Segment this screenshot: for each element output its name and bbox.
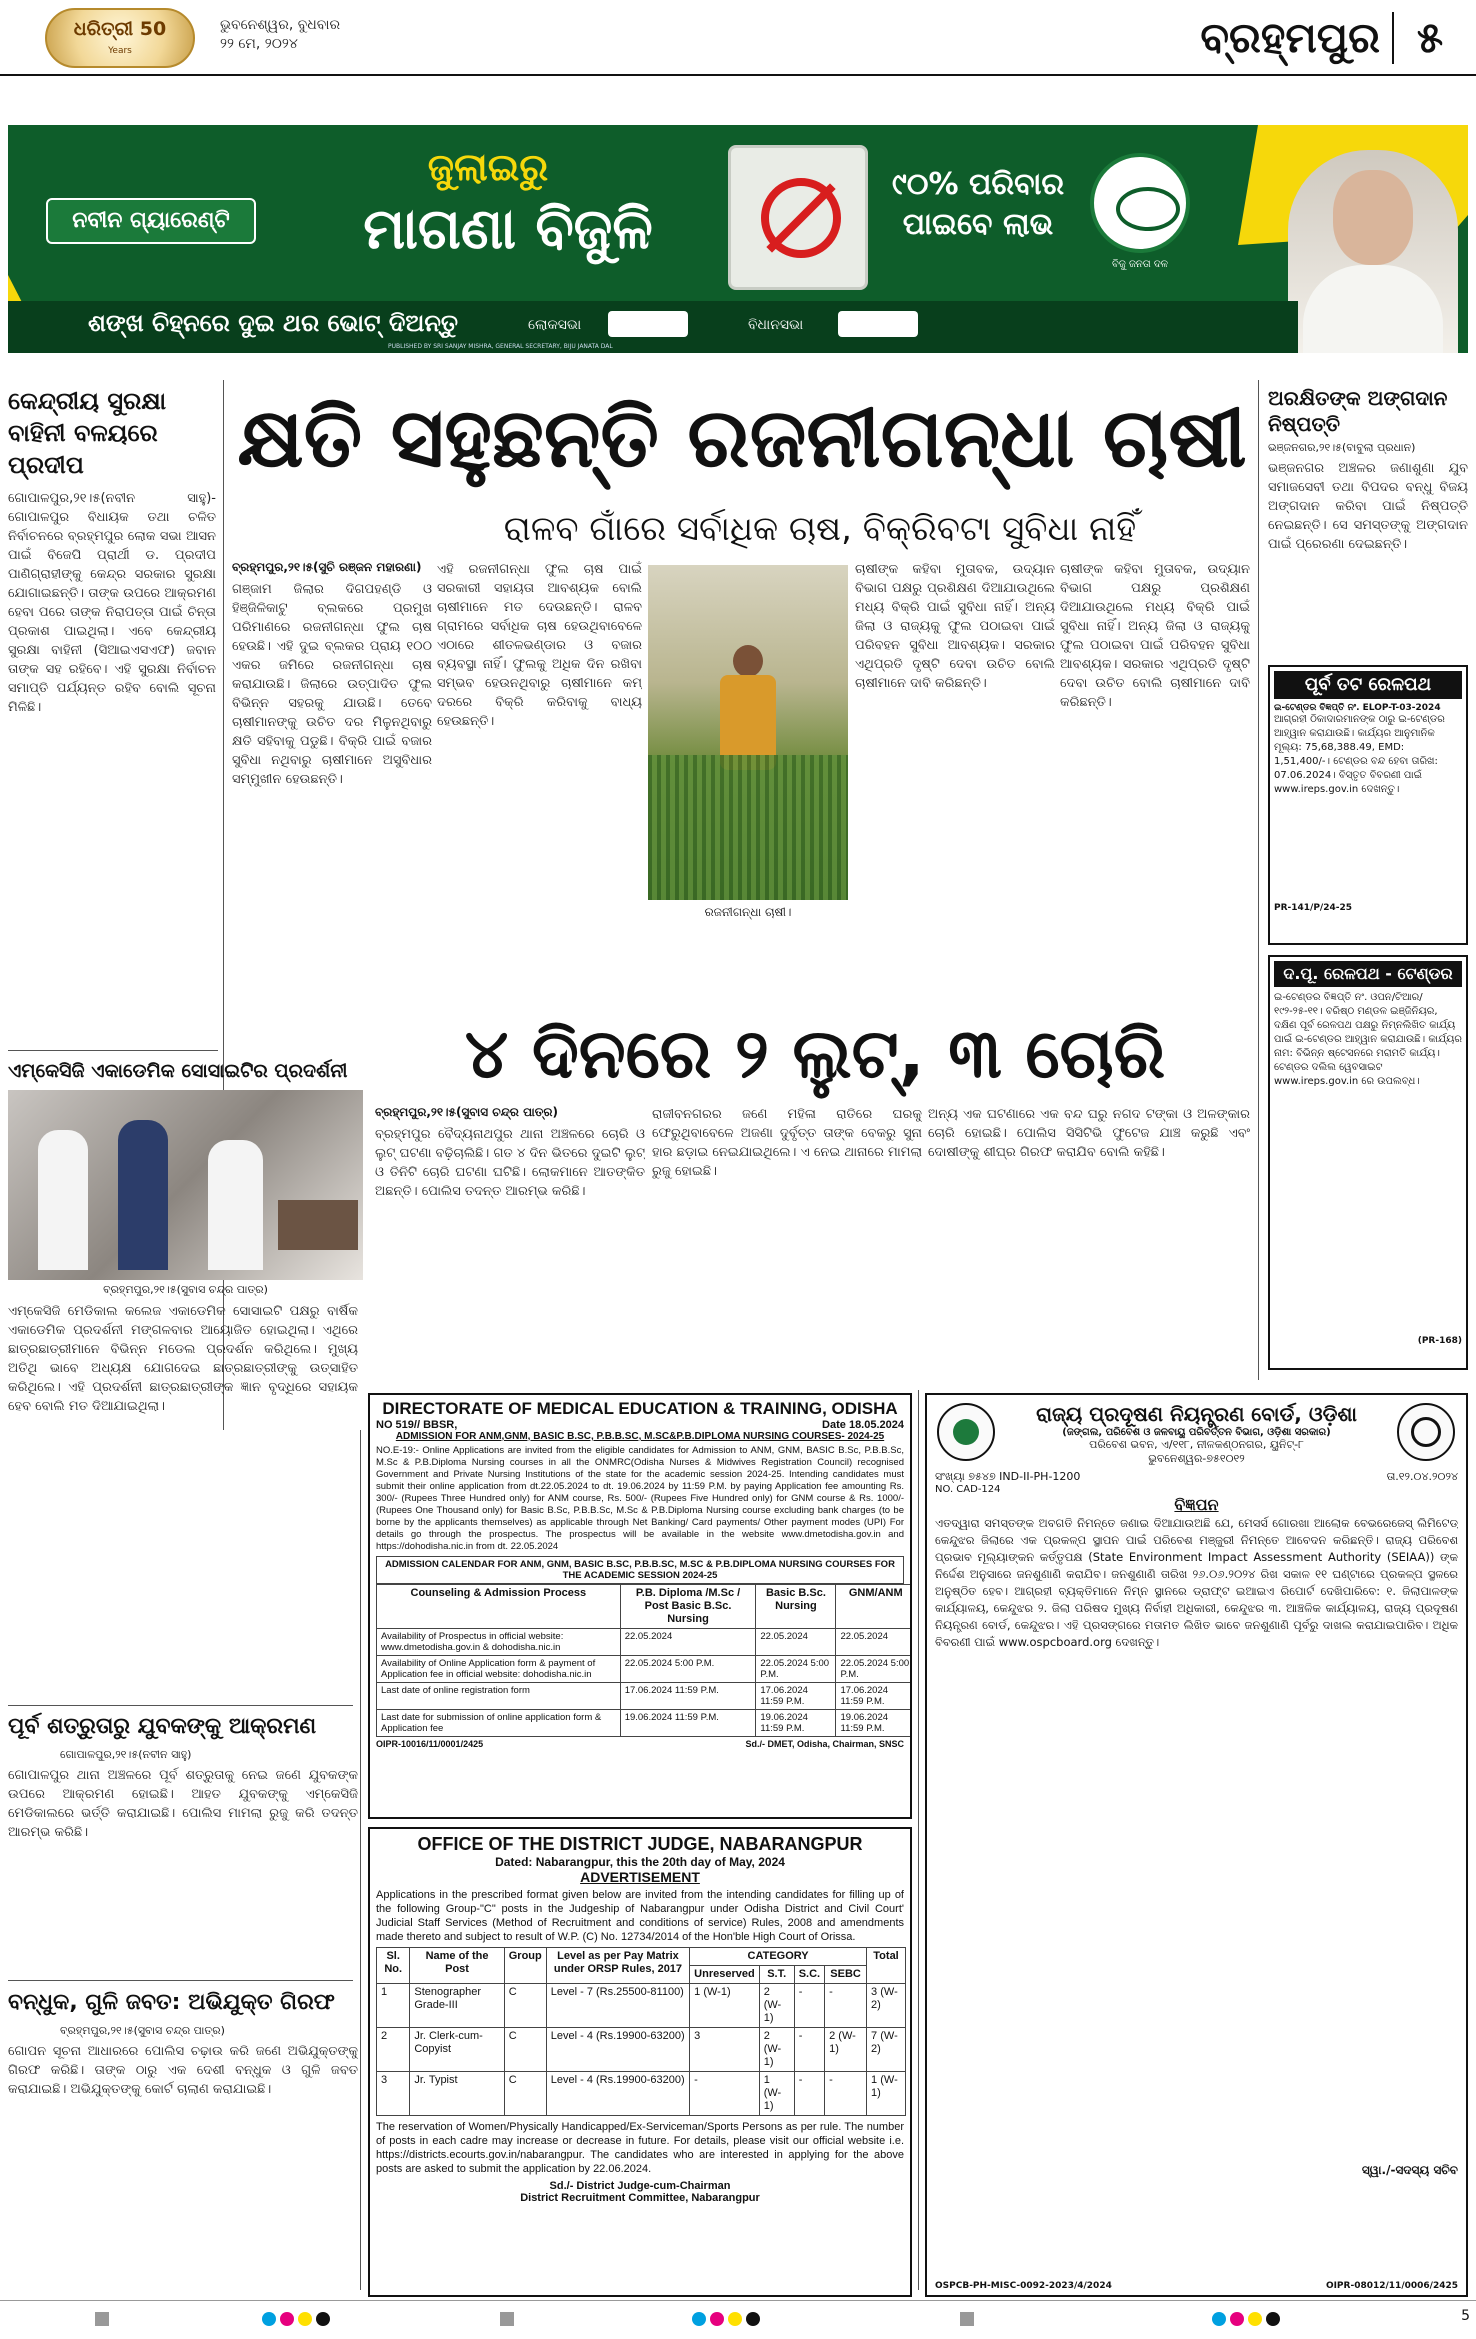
table-cell: Jr. Typist <box>410 2072 504 2116</box>
table-cell: 3 (W-2) <box>867 1984 906 2028</box>
table-cell: 2 <box>377 2028 410 2072</box>
railway-ref: ଇ-ଟେଣ୍ଡର ବିଜ୍ଞପ୍ତି ନଂ. ELOP-T-03-2024 <box>1274 703 1441 713</box>
dme-table-header: Counseling & Admission Process <box>377 1585 621 1629</box>
registration-dot <box>1230 2312 1244 2326</box>
loot-headline: ୪ ଦିନରେ ୨ ଲୁଟ୍, ୩ ଚୋରି <box>464 1015 1166 1094</box>
right-story-headline: ଅରକ୍ଷିତଙ୍କ ଅଙ୍ଗଦାନ ନିଷ୍ପତ୍ତି <box>1268 386 1448 436</box>
main-story-col1: ଗଞ୍ଜାମ ଜିଲାର ଦିଗପହଣ୍ଡି ଓ ହିଞ୍ଜିଳିକାଟୁ ବ୍ଲକରେ ପ୍ରମୁଖ ପରିମାଣରେ ରଜନୀଗନ୍ଧା ଫୁଲ ଚାଷ ହେଉଛି। ଏହି ଦୁଇ ବ୍ଲକର ପ୍ରାୟ ୧୦୦ ଏକର ଜମିରେ ରଜନୀଗନ୍ଧା ଚାଷ କରାଯାଉଛି। ଜିଲାରେ ଉତ୍ପାଦିତ ଫୁଲ ବିଭିନ୍ନ ସହରକୁ ଯାଉଛି। ତେବେ ଚାଷୀମାନଙ୍କୁ ଉଚିତ ଦର ମିଳୁନଥିବାରୁ କ୍ଷତି ସହିବାକୁ ପଡୁଛି। ବିକ୍ରି ପାଇଁ ବଜାର ସୁବିଧା ନଥିବାରୁ ଚାଷୀମାନେ ଅସୁବିଧାର ସମ୍ମୁଖୀନ ହେଉଛନ୍ତି। <box>232 582 432 787</box>
dme-date: Date 18.05.2024 <box>822 1419 904 1431</box>
issue-date: ୨୨ ମେ, ୨୦୨୪ <box>220 36 298 52</box>
main-story-col3: ଚାଷୀଙ୍କ କହିବା ମୁତାବକ, ଉଦ୍ୟାନ ବିଭାଗ ପକ୍ଷରୁ ପ୍ରଶିକ୍ଷଣ ଦିଆଯାଉଥିଲେ ମଧ୍ୟ ବିକ୍ରି ପାଇଁ ସୁବିଧା ନାହିଁ। ଅନ୍ୟ ଜିଲା ଓ ରାଜ୍ୟକୁ ଫୁଲ ପଠାଇବା ପାଇଁ ପରିବହନ ସୁବିଧା ଆବଶ୍ୟକ। ସରକାର ଏଥିପ୍ରତି ଦୃଷ୍ଟି ଦେବା ଉଚିତ ବୋଲି ଚାଷୀମାନେ ଦାବି କରିଛନ୍ତି। <box>855 562 1055 691</box>
farmer-photo <box>648 565 848 900</box>
table-cell: Availability of Prospectus in official website: www.dmetodisha.gov.in & dohodisha.nic.in <box>377 1629 621 1656</box>
gun-dateline: ବ୍ରହ୍ମପୁର,୨୧।୫(ସୁବାସ ଚନ୍ଦ୍ର ପାତ୍ର) <box>60 2024 225 2037</box>
expo-body: ଏମ୍‌କେସିଜି ମେଡିକାଲ କଲେଜ ଏକାଡେମିକ ସୋସାଇଟି ପକ୍ଷରୁ ବାର୍ଷିକ ଏକାଡେମିକ ପ୍ରଦର୍ଶନୀ ମଙ୍ଗଳବାର ଆୟୋଜିତ ହୋଇଥିଲା। ଏଥିରେ ଛାତ୍ରଛାତ୍ରୀମାନେ ବିଭିନ୍ନ ମଡେଲ ପ୍ରଦର୍ଶନ କରିଥିଲେ। ମୁଖ୍ୟ ଅତିଥି ଭାବେ ଅଧ୍ୟକ୍ଷ ଯୋଗଦେଇ ଛାତ୍ରଛାତ୍ରୀଙ୍କୁ ଉତ୍ସାହିତ କରିଥିଲେ। ଏହି ପ୍ରଦର୍ଶନୀ ଛାତ୍ରଛାତ୍ରୀଙ୍କ ଜ୍ଞାନ ବୃଦ୍ଧିରେ ସହାୟକ ହେବ ବୋଲି ମତ ଦିଆଯାଇଥିଲା। <box>8 1304 358 1414</box>
table-cell: 1 (W-1) <box>759 2072 794 2116</box>
registration-dot <box>1212 2312 1226 2326</box>
dme-table-header: P.B. Diploma /M.Sc / Post Basic B.Sc. Nursing <box>620 1585 756 1629</box>
table-row <box>377 1984 906 2028</box>
table-cell: 2 (W-1) <box>759 1984 794 2028</box>
column-rule <box>1258 380 1259 1380</box>
expo-caption: ବ୍ରହ୍ମପୁର,୨୧।୫(ସୁବାସ ଚନ୍ଦ୍ର ପାତ୍ର) <box>103 1283 268 1296</box>
footer-page-number: 5 <box>1461 2308 1470 2324</box>
expo-headline: ଏମ୍‌କେସିଜି ଏକାଡେମିକ ସୋସାଇଟିର ପ୍ରଦର୍ଶନୀ <box>8 1060 348 1082</box>
judge-body2: The reservation of Women/Physically Handicapped/Ex-Serviceman/Sports Persons as per rule. The number of posts in each cadre may increase or decrease in future. For details, please visit our official website i.e. https://districts.ecourts.gov.in/nabarangpur. The candidates who are interested in applying for the above posts are asked to submit the application by 22.06.2024. <box>376 2121 904 2175</box>
table-cell: - <box>794 2072 824 2116</box>
judge-sign1: Sd./- District Judge-cum-Chairman <box>549 2180 731 2192</box>
table-cell: 22.05.2024 <box>756 1629 836 1656</box>
dme-footer-left: OIPR-10016/11/0001/2425 <box>376 1739 484 1749</box>
ospcb-sub3: ଭୁବନେଶ୍ୱର-୭୫୧୦୧୨ <box>1148 1452 1245 1465</box>
table-cell: Level - 4 (Rs.19900-63200) <box>546 2028 689 2072</box>
masthead-rule <box>0 74 1476 76</box>
ospcb-body: ଏତଦ୍ୱାରା ସମସ୍ତଙ୍କ ଅବଗତି ନିମନ୍ତେ ଜଣାଇ ଦିଆଯାଉଅଛି ଯେ, ମେସର୍ସ ଗୋରଖା ଆଲୋକ ବେଭରେଜେସ୍ ଲିମିଟେଡ୍ କେନ୍ଦୁଝର ଜିଲାରେ ଏକ ପ୍ରକଳ୍ପ ସ୍ଥାପନ ପାଇଁ ପରିବେଶ ମଞ୍ଜୁରୀ ନିମନ୍ତେ ଆବେଦନ କରିଛନ୍ତି। ରାଜ୍ୟ ପରିବେଶ ପ୍ରଭାବ ମୂଲ୍ୟାଙ୍କନ କର୍ତ୍ତୃପକ୍ଷ (State Environment Impact Assessment Authority (SEIAA)) ଙ୍କ ନିର୍ଦ୍ଦେଶ ଅନୁସାରେ ଜନଶୁଣାଣି କରାଯିବ। ଜନଶୁଣାଣି ତାରିଖ ୨୬.୦୬.୨୦୨୪ ରିଖ ସକାଳ ୧୧ ଘଣ୍ଟାରେ ପ୍ରକଳ୍ପ ସ୍ଥଳରେ ଅନୁଷ୍ଠିତ ହେବ। ଆଗ୍ରହୀ ବ୍ୟକ୍ତିମାନେ ନିମ୍ନ ସ୍ଥାନରେ ଡ୍ରାଫ୍ଟ ଇଆଇଏ ରିପୋର୍ଟ ଦେଖିପାରିବେ: ୧. ଜିଲାପାଳଙ୍କ କାର୍ଯ୍ୟାଳୟ, କେନ୍ଦୁଝର ୨. ଜିଲା ପରିଷଦ ମୁଖ୍ୟ ନିର୍ବାହୀ ଅଧିକାରୀ, କେନ୍ଦୁଝର ୩. ଆଞ୍ଚଳିକ କାର୍ଯ୍ୟାଳୟ, ରାଜ୍ୟ ପ୍ରଦୂଷଣ ନିୟନ୍ତ୍ରଣ ବୋର୍ଡ, କେନ୍ଦୁଝର। ଏହି ପ୍ରସଙ୍ଗରେ ମତାମତ ଲିଖିତ ଭାବେ ଜନଶୁଣାଣି ପୂର୍ବରୁ ଦାଖଲ କରାଯାଇପାରିବ। ଅଧିକ ବିବରଣୀ ପାଇଁ www.ospcboard.org ଦେଖନ୍ତୁ। <box>935 1516 1458 1649</box>
judge-th-group: Group <box>504 1948 546 1984</box>
railway-body: ଆଗ୍ରହୀ ଠିକାଦାରମାନଙ୍କ ଠାରୁ ଇ-ଟେଣ୍ଡର ଆହ୍ୱାନ କରାଯାଉଛି। କାର୍ଯ୍ୟର ଆନୁମାନିକ ମୂଲ୍ୟ: 75,68,388.49, EMD: 1,51,400/-। ଟେଣ୍ଡର ବନ୍ଦ ହେବା ତାରିଖ: 07.06.2024। ବିସ୍ତୃତ ବିବରଣୀ ପାଇଁ www.ireps.gov.in ଦେଖନ୍ତୁ। <box>1274 714 1445 795</box>
table-cell: Level - 4 (Rs.19900-63200) <box>546 2072 689 2116</box>
dme-calendar-title: ADMISSION CALENDAR FOR ANM, GNM, BASIC B.SC, P.B.B.SC, M.SC & P.B.DIPLOMA NURSING COURSES FOR THE ACADEMIC SESSION 2024-25 <box>376 1556 904 1584</box>
dme-body: NO.E-19:- Online Applications are invited from the eligible candidates for Admission to ANM, GNM, BASIC B.Sc, P.B.B.Sc, M.Sc & P.B.Diploma Nursing courses in all the ONMRC(Odisha Nurses & Midwives Registration Council) recognised Government and Private Nursing Institutions of the state for the academic session 2024-25. Intending candidates must submit their online application from dt.22.05.2024 to dt. 19.06.2024 by 11:59 P.M. by paying Application fee amounting Rs. 300/- (Rupees Three Hundred only) for ANM course, Rs. 500/- (Rupees Five Hundred only) for GNM course & Rs. 1000/- (Rupees One Thousand only) for Basic B.Sc, P.B.B.Sc, M.Sc & P.B.Diploma Nursing course excluding bank charges (to be borne by the applicants themselves) as applicable through Net Banking/ Card payments/ Other payment modes (UPI) For details go through the prospectus. The prospectus will be available in the website www.dmetodisha.gov.in and https://dohodisha.nic.in from dt. 22.05.2024 <box>376 1445 904 1552</box>
farmer-photo-caption: ରଜନୀଗନ୍ଧା ଚାଷୀ। <box>704 905 792 919</box>
table-row <box>377 1629 913 1656</box>
footer-rule <box>0 2300 1476 2301</box>
masthead-divider <box>1392 12 1394 64</box>
ospcb-notice-word: ବିଜ୍ଞପନ <box>1174 1495 1219 1514</box>
registration-dot <box>298 2312 312 2326</box>
table-cell: 2 (W-1) <box>825 2028 867 2072</box>
symbol-caption: ବିଜୁ ଜନତା ଦଳ <box>1112 259 1168 270</box>
attack-headline: ପୂର୍ବ ଶତ୍ରୁତାରୁ ଯୁବକଙ୍କୁ ଆକ୍ରମଣ <box>8 1714 317 1739</box>
registration-dot <box>728 2312 742 2326</box>
table-cell: 22.05.2024 <box>836 1629 912 1656</box>
registration-dot <box>710 2312 724 2326</box>
table-cell: - <box>794 2028 824 2072</box>
logo-50-years <box>45 8 195 68</box>
crop-mark <box>95 2312 109 2326</box>
table-cell: 2 (W-1) <box>759 2028 794 2072</box>
table-cell: - <box>825 1984 867 2028</box>
table-cell: C <box>504 1984 546 2028</box>
table-cell: 7 (W-2) <box>867 2028 906 2072</box>
judge-post-table <box>376 1947 906 2116</box>
ospcb-footer-left: OSPCB-PH-MISC-0092-2023/4/2024 <box>935 2281 1112 2291</box>
right-story <box>1268 385 1468 655</box>
judge-th-sc: S.C. <box>794 1966 824 1984</box>
main-story-col4: ଚାଷୀଙ୍କ କହିବା ମୁତାବକ, ଉଦ୍ୟାନ ବିଭାଗ ପକ୍ଷରୁ ପ୍ରଶିକ୍ଷଣ ଦିଆଯାଉଥିଲେ ମଧ୍ୟ ବିକ୍ରି ପାଇଁ ସୁବିଧା ନାହିଁ। ଅନ୍ୟ ଜିଲା ଓ ରାଜ୍ୟକୁ ଫୁଲ ପଠାଇବା ପାଇଁ ପରିବହନ ସୁବିଧା ଆବଶ୍ୟକ। ସରକାର ଏଥିପ୍ରତି ଦୃଷ୍ଟି ଦେବା ଉଚିତ ବୋଲି ଚାଷୀମାନେ ଦାବି କରିଛନ୍ତି। <box>1060 562 1250 710</box>
table-cell: 17.06.2024 11:59 P.M. <box>836 1683 912 1710</box>
tender-body: ଇ-ଟେଣ୍ଡର ବିଜ୍ଞପ୍ତି ନଂ. ଓପନ/ଟିଆର/୧୯୨-୨୫-୧୧। ବରିଷ୍ଠ ମଣ୍ଡଳ ଇଞ୍ଜିନିୟର, ଦକ୍ଷିଣ ପୂର୍ବ ରେଳପଥ ପକ୍ଷରୁ ନିମ୍ନଲିଖିତ କାର୍ଯ୍ୟ ପାଇଁ ଇ-ଟେଣ୍ଡର ଆହ୍ୱାନ କରାଯାଉଛି। କାର୍ଯ୍ୟର ନାମ: ବିଭିନ୍ନ ଷ୍ଟେସନରେ ମରାମତି କାର୍ଯ୍ୟ। ଟେଣ୍ଡର ଦଲିଲ ୱେବସାଇଟ www.ireps.gov.in ରେ ଉପଲବ୍ଧ। <box>1274 992 1462 1087</box>
right-story-body: ଭଞ୍ଜନଗର ଅଞ୍ଚଳର ଜଣାଶୁଣା ଯୁବ ସମାଜସେବୀ ତଥା ବିପଦର ବନ୍ଧୁ ବିଜୟ ଅଙ୍ଗଦାନ କରିବା ପାଇଁ ନିଷ୍ପତ୍ତି ନେଇଛନ୍ତି। ସେ ସମସ୍ତଙ୍କୁ ଅଙ୍ଗଦାନ ପାଇଁ ପ୍ରେରଣା ଦେଇଛନ୍ତି। <box>1268 461 1468 552</box>
table-cell: 3 <box>690 2028 760 2072</box>
railway-notice <box>1268 665 1468 945</box>
table-cell: 3 <box>377 2072 410 2116</box>
table-cell: C <box>504 2072 546 2116</box>
place-day: ଭୁବନେଶ୍ୱର, ବୁଧବାର <box>220 17 341 33</box>
ospcb-date: ତା.୧୨.୦୪.୨୦୨୪ <box>1386 1470 1458 1483</box>
ad-line2: ମାଗଣା ବିଜୁଳି <box>363 197 653 262</box>
logo-text: ଧରିତ୍ରୀ 50 <box>73 18 167 40</box>
judge-th-st: S.T. <box>759 1966 794 1984</box>
railway-footer: PR-141/P/24-25 <box>1274 903 1353 913</box>
ospcb-footer-right: OIPR-08012/11/0006/2425 <box>1325 2281 1458 2291</box>
page-number: ୫ <box>1416 13 1444 62</box>
registration-dot <box>262 2312 276 2326</box>
table-cell: 17.06.2024 11:59 P.M. <box>620 1683 756 1710</box>
loksabha-label: ଲୋକସଭା <box>528 317 582 333</box>
table-cell: Last date of online registration form <box>377 1683 621 1710</box>
table-cell: - <box>690 2072 760 2116</box>
table-cell: Stenographer Grade-III <box>410 1984 504 2028</box>
masthead <box>0 0 1476 75</box>
vidhansabha-label: ବିଧାନସଭା <box>748 317 804 333</box>
logo-sub: Years <box>108 46 132 56</box>
ospcb-sub1: (ଜଙ୍ଗଲ, ପରିବେଶ ଓ ଜଳବାୟୁ ପରିବର୍ତ୍ତନ ବିଭାଗ, ଓଡ଼ିଶା ସରକାର) <box>1062 1427 1331 1438</box>
crop-mark <box>960 2312 974 2326</box>
table-cell: 17.06.2024 11:59 P.M. <box>756 1683 836 1710</box>
table-cell: - <box>825 2072 867 2116</box>
table-cell: Jr. Clerk-cum-Copyist <box>410 2028 504 2072</box>
ad-right-text: ୯୦% ପରିବାର ପାଇବେ ଲାଭ <box>891 167 1065 242</box>
divider <box>8 1980 353 1981</box>
ad-free-electricity <box>8 125 1468 353</box>
table-cell: 22.05.2024 <box>620 1629 756 1656</box>
ospcb-logo-left <box>937 1403 995 1461</box>
registration-dot <box>1266 2312 1280 2326</box>
ospcb-logo-right <box>1397 1403 1455 1461</box>
main-story-col2: ଏହି ରଜନୀଗନ୍ଧା ଫୁଲ ଚାଷ ପାଇଁ ସରକାରୀ ସହାୟତା ଆବଶ୍ୟକ ବୋଲି ଚାଷୀମାନେ ମତ ଦେଉଛନ୍ତି। ରାଳବ ଗ୍ରାମରେ ସର୍ବାଧିକ ଚାଷ ହେଉଥିବାବେଳେ ଏଠାରେ ଶୀତଳଭଣ୍ଡାର ଓ ବଜାର ବ୍ୟବସ୍ଥା ନାହିଁ। ଫୁଲକୁ ଅଧିକ ଦିନ ରଖିବା ସମ୍ଭବ ହେଉନଥିବାରୁ ଚାଷୀମାନେ କମ୍ ଦରରେ ବିକ୍ରି କରିବାକୁ ବାଧ୍ୟ ହେଉଛନ୍ତି। <box>437 562 642 729</box>
table-cell: - <box>794 1984 824 2028</box>
ospcb-sign: ସ୍ୱା./-ସଦସ୍ୟ ସଚିବ <box>1361 2163 1458 2177</box>
color-registration-swatches <box>690 2311 762 2330</box>
main-story-subhead: ରାଳବ ଗାଁରେ ସର୍ବାଧିକ ଚାଷ, ବିକ୍ରିବଟା ସୁବିଧା ନାହିଁ <box>503 509 1137 549</box>
crop-mark <box>500 2312 514 2326</box>
judge-notice <box>368 1827 912 2297</box>
judge-th-category: CATEGORY <box>690 1948 867 1966</box>
judge-dated: Dated: Nabarangpur, this the 20th day of May, 2024 <box>495 1855 785 1869</box>
left-story <box>8 385 216 1050</box>
ad-tag: ନବୀନ ଗ୍ୟାରେଣ୍ଟି <box>46 198 256 244</box>
left-story-body: ଗୋପାଳପୁର,୨୧।୫(ନବୀନ ସାହୁ)- ଗୋପାଳପୁର ବିଧାୟକ ତଥା ଚଳିତ ନିର୍ବାଚନରେ ବ୍ରହ୍ମପୁର ଲୋକ ସଭା ଆସନ ପାଇଁ ବିଜେପି ପ୍ରାର୍ଥୀ ଡ. ପ୍ରଦୀପ ପାଣିଗ୍ରାହୀଙ୍କୁ କେନ୍ଦ୍ର ସରକାର ସୁରକ୍ଷା ଯୋଗାଇଛନ୍ତି। ତାଙ୍କ ଉପରେ ଆକ୍ରମଣ ହେବା ପରେ ତାଙ୍କ ନିରାପତ୍ତା ପାଇଁ ଚିନ୍ତା ପ୍ରକାଶ ପାଇଥିଲା। ଏବେ କେନ୍ଦ୍ରୀୟ ସୁରକ୍ଷା ବାହିନୀ (ସିଆଇଏସଏଫ) ଜବାନ ତାଙ୍କ ସହ ରହିବେ। ଏହି ସୁରକ୍ଷା ନିର୍ବାଚନ ସମାପ୍ତି ପର୍ଯ୍ୟନ୍ତ ରହିବ ବୋଲି ସୂଚନା ମିଳିଛି। <box>8 491 216 715</box>
judge-adv: ADVERTISEMENT <box>580 1869 700 1885</box>
table-row <box>377 1683 913 1710</box>
dme-calendar-table <box>376 1584 912 1737</box>
date-line <box>220 16 440 54</box>
table-row <box>377 1710 913 1737</box>
judge-sign2: District Recruitment Committee, Nabarangpur <box>520 2192 760 2204</box>
judge-th-ur: Unreserved <box>690 1966 760 1984</box>
table-cell: 22.05.2024 5:00 P.M. <box>620 1656 756 1683</box>
railway-title: ପୂର୍ବ ତଟ ରେଳପଥ <box>1274 671 1462 699</box>
registration-dot <box>1248 2312 1262 2326</box>
column-rule <box>360 1430 361 2290</box>
dme-subtitle: ADMISSION FOR ANM,GNM, BASIC B.SC, P.B.B.SC, M.SC&P.B.DIPLOMA NURSING COURSES- 2024-25 <box>395 1431 885 1442</box>
ad-bottom-text: ଶଙ୍ଖ ଚିହ୍ନରେ ଦୁଇ ଥର ଭୋଟ୍ ଦିଅନ୍ତୁ <box>88 309 459 337</box>
ad-line1: ଜୁଲାଇରୁ <box>427 145 549 189</box>
judge-th-slno: Sl. No. <box>377 1948 410 1984</box>
ospcb-notice <box>925 1393 1468 2297</box>
judge-body: Applications in the prescribed format given below are invited from the intending candidates for filling up of the following Group-"C" posts in the Judgeship of Nabarangpur under Odisha District and Civil Court' Judicial Staff Services (Method of Recruitment and conditions of service) Rules, 2008 and amendments made thereto and subject to result of W.P. (C) No. 12734/2014 of the Hon'ble High Court of Orissa. <box>376 1889 904 1943</box>
column-rule <box>918 1390 919 2290</box>
attack-body: ଗୋପାଳପୁର ଥାନା ଅଞ୍ଚଳରେ ପୂର୍ବ ଶତ୍ରୁତାକୁ ନେଇ ଜଣେ ଯୁବକଙ୍କ ଉପରେ ଆକ୍ରମଣ ହୋଇଛି। ଆହତ ଯୁବକଙ୍କୁ ଏମ୍‌କେସିଜି ମେଡିକାଲରେ ଭର୍ତ୍ତି କରାଯାଇଛି। ପୋଲିସ ମାମଲା ରୁଜୁ କରି ତଦନ୍ତ ଆରମ୍ଭ କରିଛି। <box>8 1768 358 1840</box>
table-row <box>377 1656 913 1683</box>
registration-dot <box>280 2312 294 2326</box>
tender-notice <box>1268 955 1468 1370</box>
judge-title: OFFICE OF THE DISTRICT JUDGE, NABARANGPUR <box>417 1834 863 1854</box>
table-cell: C <box>504 2028 546 2072</box>
registration-dot <box>316 2312 330 2326</box>
meter-icon <box>728 145 868 290</box>
edition-name: ବ୍ରହ୍ମପୁର <box>1200 13 1380 62</box>
judge-th-level: Level as per Pay Matrix under ORSP Rules, 2017 <box>546 1948 689 1984</box>
ospcb-title: ରାଜ୍ୟ ପ୍ରଦୂଷଣ ନିୟନ୍ତ୍ରଣ ବୋର୍ଡ, ଓଡ଼ିଶା <box>1036 1402 1357 1426</box>
table-cell: 1 <box>377 1984 410 2028</box>
dme-no: NO 519// BBSR, <box>376 1419 458 1431</box>
table-cell: 19.06.2024 11:59 P.M. <box>756 1710 836 1737</box>
loot-col2: ରାଜୀବନଗରର ଜଣେ ମହିଳା ରାତିରେ ଘରକୁ ଫେରୁଥିବାବେଳେ ଅଜଣା ଦୁର୍ବୃତ୍ତ ତାଙ୍କ ବେକରୁ ସୁନା ହାର ଛଡ଼ାଇ ନେଇଯାଇଥିଲେ। ଏ ନେଇ ଥାନାରେ ମାମଲା ରୁଜୁ ହୋଇଛି। <box>652 1107 922 1179</box>
loot-col3: ଅନ୍ୟ ଏକ ଘଟଣାରେ ଏକ ବନ୍ଦ ଘରୁ ନଗଦ ଟଙ୍କା ଓ ଅଳଙ୍କାର ଚୋରି ହୋଇଛି। ପୋଲିସ ସିସିଟିଭି ଫୁଟେଜ ଯାଞ୍ଚ କରୁଛି ଏବଂ ଦୋଷୀଙ୍କୁ ଶୀଘ୍ର ଗିରଫ କରାଯିବ ବୋଲି କହିଛି। <box>928 1107 1250 1160</box>
ospcb-no: ସଂଖ୍ୟା ୭୫୪୭ IND-II-PH-1200 <box>935 1470 1081 1483</box>
right-story-dateline: ଭଞ୍ଜନଗର,୨୧।୫(ବାବୁଲା ପ୍ରଧାନ) <box>1268 441 1416 454</box>
registration-dot <box>746 2312 760 2326</box>
divider <box>8 1050 218 1051</box>
dme-footer-right: Sd./- DMET, Odisha, Chairman, SNSC <box>745 1739 904 1749</box>
attack-dateline: ଗୋପାଳପୁର,୨୧।୫(ନବୀନ ସାହୁ) <box>60 1748 192 1761</box>
table-cell: 1 (W-1) <box>690 1984 760 2028</box>
registration-marks <box>0 2308 1476 2332</box>
registration-dot <box>692 2312 706 2326</box>
ospcb-sub2: ପରିବେଶ ଭବନ, ଏ/୧୧୮, ନୀଳକଣ୍ଠନଗର, ୟୁନିଟ୍-୮ <box>1089 1438 1304 1451</box>
table-cell: 1 (W-1) <box>867 2072 906 2116</box>
conch-symbol-icon <box>1090 153 1190 253</box>
dme-table-header: GNM/ANM <box>836 1585 912 1629</box>
table-cell: Availability of Online Application form & payment of Application fee in official website: dohodisha.nic.in <box>377 1656 621 1683</box>
leader-photo <box>1288 150 1458 353</box>
left-story-headline: କେନ୍ଦ୍ରୀୟ ସୁରକ୍ଷା ବାହିନୀ ବଳୟରେ ପ୍ରଦୀପ <box>8 387 167 479</box>
vidhansabha-ballot <box>838 311 918 337</box>
color-registration-swatches <box>1210 2311 1282 2330</box>
loot-dateline: ବ୍ରହ୍ମପୁର,୨୧।୫(ସୁବାସ ଚନ୍ଦ୍ର ପାତ୍ର) <box>375 1105 558 1119</box>
dme-title: DIRECTORATE OF MEDICAL EDUCATION & TRAINING, ODISHA <box>382 1399 898 1418</box>
judge-th-post: Name of the Post <box>410 1948 504 1984</box>
table-row <box>377 2028 906 2072</box>
tender-title: ଦ.ପୂ. ରେଳପଥ - ଟେଣ୍ଡର <box>1274 961 1462 987</box>
table-cell: 22.05.2024 5:00 P.M. <box>756 1656 836 1683</box>
table-cell: Level - 7 (Rs.25500-81100) <box>546 1984 689 2028</box>
table-cell: Last date for submission of online application form & Application fee <box>377 1710 621 1737</box>
dme-table-header: Basic B.Sc. Nursing <box>756 1585 836 1629</box>
main-story-headline: କ୍ଷତି ସହୁଛନ୍ତି ରଜନୀଗନ୍ଧା ଚାଷୀ <box>237 391 1247 486</box>
color-registration-swatches <box>260 2311 332 2330</box>
loksabha-ballot <box>608 311 688 337</box>
tender-footer: (PR-168) <box>1417 1336 1462 1346</box>
divider <box>8 1705 353 1706</box>
judge-th-sebc: SEBC <box>825 1966 867 1984</box>
loot-col1: ବ୍ରହ୍ମପୁର ବୈଦ୍ୟନାଥପୁର ଥାନା ଅଞ୍ଚଳରେ ଚୋରି ଓ ଲୁଟ୍ ଘଟଣା ବଢ଼ିଚାଲିଛି। ଗତ ୪ ଦିନ ଭିତରେ ଦୁଇଟି ଲୁଟ୍ ଓ ତିନିଟି ଚୋରି ଘଟଣା ଘଟିଛି। ଲୋକମାନେ ଆତଙ୍କିତ ଅଛନ୍ତି। ପୋଲିସ ତଦନ୍ତ ଆରମ୍ଭ କରିଛି। <box>375 1127 645 1199</box>
gun-headline: ବନ୍ଧୁକ, ଗୁଳି ଜବତ: ଅଭିଯୁକ୍ତ ଗିରଫ <box>8 1990 335 2015</box>
main-story-dateline: ବ୍ରହ୍ମପୁର,୨୧।୫(ସୁଚି ରଞ୍ଜନ ମହାରଣା) <box>232 560 422 574</box>
ad-footnote: PUBLISHED BY SRI SANJAY MISHRA, GENERAL SECRETARY, BIJU JANATA DAL <box>388 343 613 350</box>
table-cell: 19.06.2024 11:59 P.M. <box>620 1710 756 1737</box>
ospcb-cad: NO. CAD-124 <box>935 1484 1001 1495</box>
dme-notice <box>368 1393 912 1819</box>
expo-photo <box>8 1090 363 1280</box>
table-row <box>377 2072 906 2116</box>
gun-body: ଗୋପନ ସୂଚନା ଆଧାରରେ ପୋଲିସ ଚଢ଼ାଉ କରି ଜଣେ ଅଭିଯୁକ୍ତଙ୍କୁ ଗିରଫ କରିଛି। ତାଙ୍କ ଠାରୁ ଏକ ଦେଶୀ ବନ୍ଧୁକ ଓ ଗୁଳି ଜବତ କରାଯାଇଛି। ଅଭିଯୁକ୍ତଙ୍କୁ କୋର୍ଟ ଚାଲାଣ କରାଯାଇଛି। <box>8 2044 358 2097</box>
judge-th-total: Total <box>867 1948 906 1984</box>
table-cell: 22.05.2024 5:00 P.M. <box>836 1656 912 1683</box>
table-cell: 19.06.2024 11:59 P.M. <box>836 1710 912 1737</box>
